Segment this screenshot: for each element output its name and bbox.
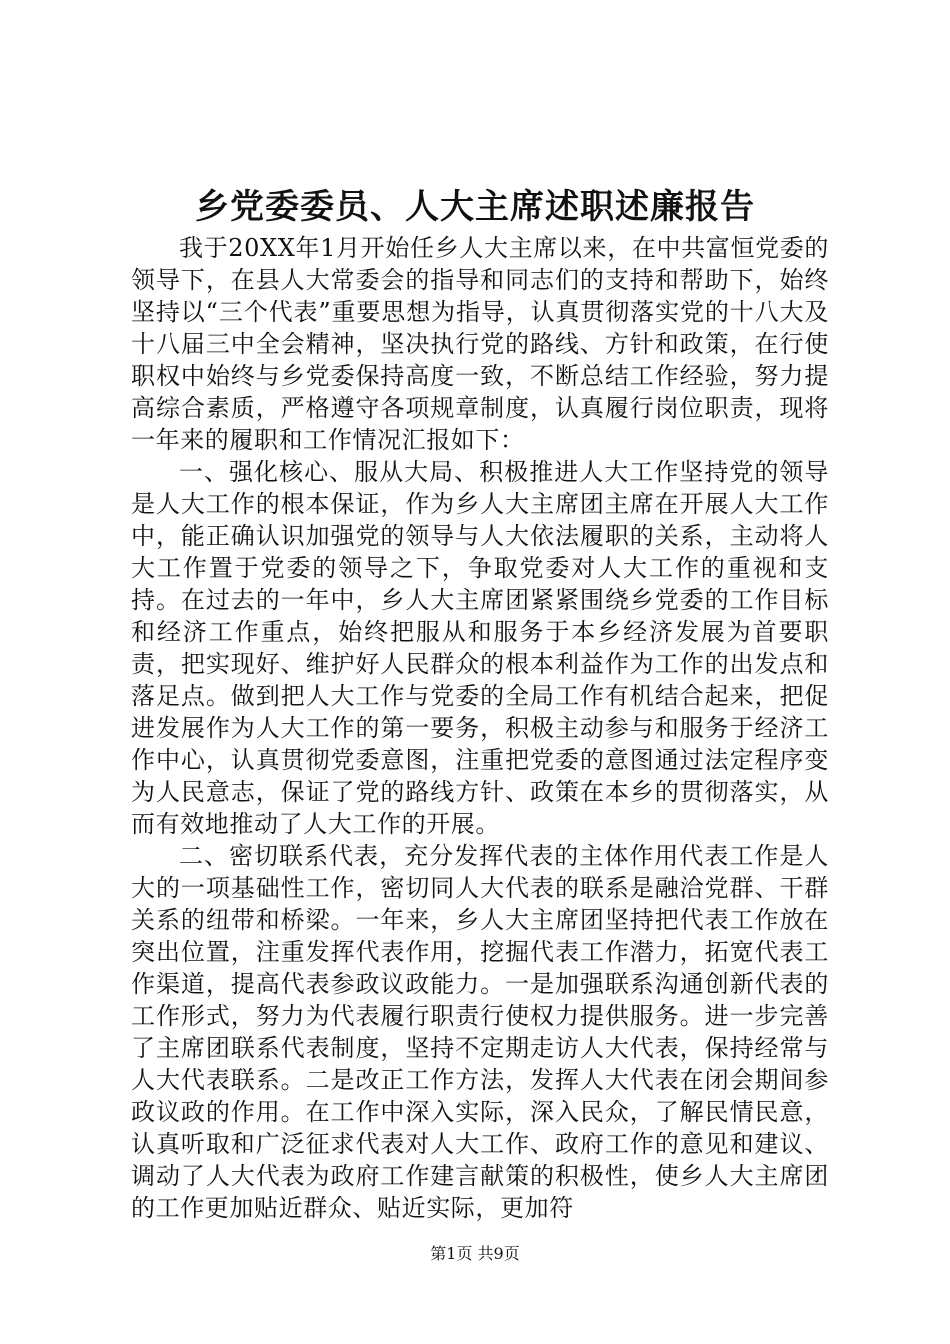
paragraph-section-2: 二、密切联系代表，充分发挥代表的主体作用代表工作是人大的一项基础性工作，密切同人大代表的联系是融洽党群、干群关系的纽带和桥梁。一年来，乡人大主席团坚持把代表工作放在突出位置，注重发挥代表作用，挖掘代表工作潜力，拓宽代表工作渠道，提高代表参政议政能力。一是加强联系沟通创新代表的工作形式，努力为代表履行职责行使权力提供服务。进一步完善了主席团联系代表制度，坚持不定期走访人大代表，保持经常与人大代表联系。二是改正工作方法，发挥人大代表在闭会期间参政议政的作用。在工作中深入实际，深入民众，了解民情民意，认真听取和广泛征求代表对人大工作、政府工作的意见和建议、调动了人大代表为政府工作建言献策的积极性，使乡人大主席团的工作更加贴近群众、贴近实际，更加符 [131,842,829,1222]
document-body [131,232,829,1224]
paragraph-section-1: 一、强化核心、服从大局、积极推进人大工作坚持党的领导是人大工作的根本保证，作为乡人大主席团主席在开展人大工作中，能正确认识加强党的领导与人大依法履职的关系，主动将人大工作置于党委的领导之下，争取党委对人大工作的重视和支持。在过去的一年中，乡人大主席团紧紧围绕乡党委的工作目标和经济工作重点，始终把服从和服务于本乡经济发展为首要职责，把实现好、维护好人民群众的根本利益作为工作的出发点和落足点。做到把人大工作与党委的全局工作有机结合起来，把促进发展作为人大工作的第一要务，积极主动参与和服务于经济工作中心，认真贯彻党委意图，注重把党委的意图通过法定程序变为人民意志，保证了党的路线方针、政策在本乡的贯彻落实，从而有效地推动了人大工作的开展。 [131,458,829,838]
paragraph-intro: 我于20XX年1月开始任乡人大主席以来，在中共富恒党委的领导下，在县人大常委会的指导和同志们的支持和帮助下，始终坚持以“三个代表”重要思想为指导，认真贯彻落实党的十八大及十八届三中全会精神，坚决执行党的路线、方针和政策，在行使职权中始终与乡党委保持高度一致，不断总结工作经验，努力提高综合素质，严格遵守各项规章制度，认真履行岗位职责，现将一年来的履职和工作情况汇报如下： [131,234,829,454]
document-title: 乡党委委员、人大主席述职述廉报告 [195,187,755,227]
page-number-footer: 第1页 共9页 [430,1244,520,1263]
